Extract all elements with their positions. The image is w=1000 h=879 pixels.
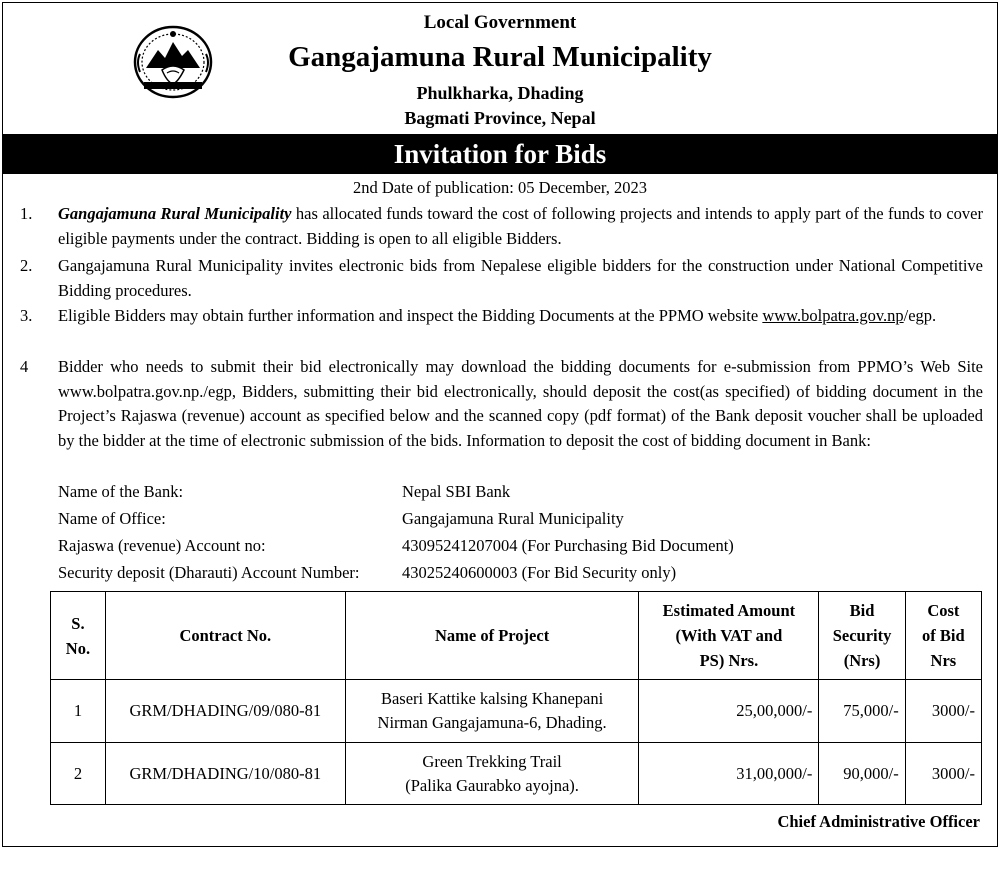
header-project-name: Name of Project <box>345 592 639 680</box>
ppmo-website-link[interactable]: www.bolpatra.gov.np <box>762 306 904 325</box>
table-row <box>51 680 982 743</box>
cell-bid-security: 75,000/- <box>819 680 905 743</box>
header-amount: Estimated Amount (With VAT and PS) Nrs. <box>639 592 819 680</box>
bank-value: Nepal SBI Bank <box>402 482 511 501</box>
bank-label: Name of the Bank: <box>58 482 184 501</box>
paragraph-number: 4 <box>20 357 29 376</box>
publication-date: 2nd Date of publication: 05 December, 2023 <box>353 178 647 197</box>
cell-amount: 31,00,000/- <box>639 743 819 805</box>
government-level: Local Government <box>423 12 577 33</box>
page-title: Invitation for Bids <box>2 134 998 174</box>
cell-project-name: Baseri Kattike kalsing Khanepani Nirman Gangajamuna-6, Dhading. <box>345 680 639 743</box>
paragraph-text: has allocated funds toward the cost of following projects and intends to apply part of the funds to cover eligible payments under the contract. Bidding is open to all eligible Bidders. <box>58 204 983 248</box>
signatory-title: Chief Administrative Officer <box>777 812 980 831</box>
bids-table <box>50 591 982 805</box>
header-cost: Cost of Bid Nrs <box>905 592 981 680</box>
bank-label: Security deposit (Dharauti) Account Number: <box>58 563 360 582</box>
header-sno: S. No. <box>51 592 106 680</box>
cell-sno: 1 <box>51 680 106 743</box>
cell-amount: 25,00,000/- <box>639 680 819 743</box>
bank-value: Gangajamuna Rural Municipality <box>402 509 624 528</box>
municipality-emphasis: Gangajamuna Rural Municipality <box>58 204 292 223</box>
bank-label: Rajaswa (revenue) Account no: <box>58 536 266 555</box>
paragraph-number: 2. <box>20 256 33 275</box>
header-contract: Contract No. <box>105 592 345 680</box>
bank-value: 43095241207004 (For Purchasing Bid Document) <box>402 536 734 555</box>
municipality-name: Gangajamuna Rural Municipality <box>288 41 712 73</box>
province-line: Bagmati Province, Nepal <box>404 108 596 128</box>
cell-sno: 2 <box>51 743 106 805</box>
location-line: Phulkharka, Dhading <box>416 83 584 103</box>
table-row <box>51 743 982 805</box>
bank-label: Name of Office: <box>58 509 166 528</box>
cell-contract: GRM/DHADING/09/080-81 <box>105 680 345 743</box>
table-header-row <box>51 592 982 680</box>
link-tail: /egp. <box>903 306 937 325</box>
paragraph-4 <box>58 355 983 453</box>
paragraph-number: 1. <box>20 204 33 223</box>
cell-cost: 3000/- <box>905 680 981 743</box>
paragraph-2 <box>58 254 983 303</box>
paragraph-text: Gangajamuna Rural Municipality invites electronic bids from Nepalese eligible bidders for the construction under National Competitive Bidding procedures. <box>58 256 983 300</box>
header-bid-security: Bid Security (Nrs) <box>819 592 905 680</box>
cell-cost: 3000/- <box>905 743 981 805</box>
paragraph-1 <box>58 202 983 251</box>
paragraph-3 <box>58 304 983 329</box>
paragraph-number: 3. <box>20 306 33 325</box>
cell-project-name: Green Trekking Trail (Palika Gaurabko ayojna). <box>345 743 639 805</box>
paragraph-text: Eligible Bidders may obtain further information and inspect the Bidding Documents at the PPMO website <box>58 306 763 325</box>
bank-value: 43025240600003 (For Bid Security only) <box>402 563 677 582</box>
cell-contract: GRM/DHADING/10/080-81 <box>105 743 345 805</box>
paragraph-text: Bidder who needs to submit their bid electronically may download the bidding documents for e-submission from PPMO’s Web Site www.bolpatra.gov.np./egp, Bidders, submitting their bid electronically, should deposit the cost(as specified) of bidding document in the Project’s Rajaswa (revenue) account as specified below and the scanned copy (pdf format) of the Bank deposit voucher shall be uploaded by the bidder at the time of electronic submission of the bids. Information to deposit the cost of bidding document in Bank: <box>58 357 983 450</box>
cell-bid-security: 90,000/- <box>819 743 905 805</box>
